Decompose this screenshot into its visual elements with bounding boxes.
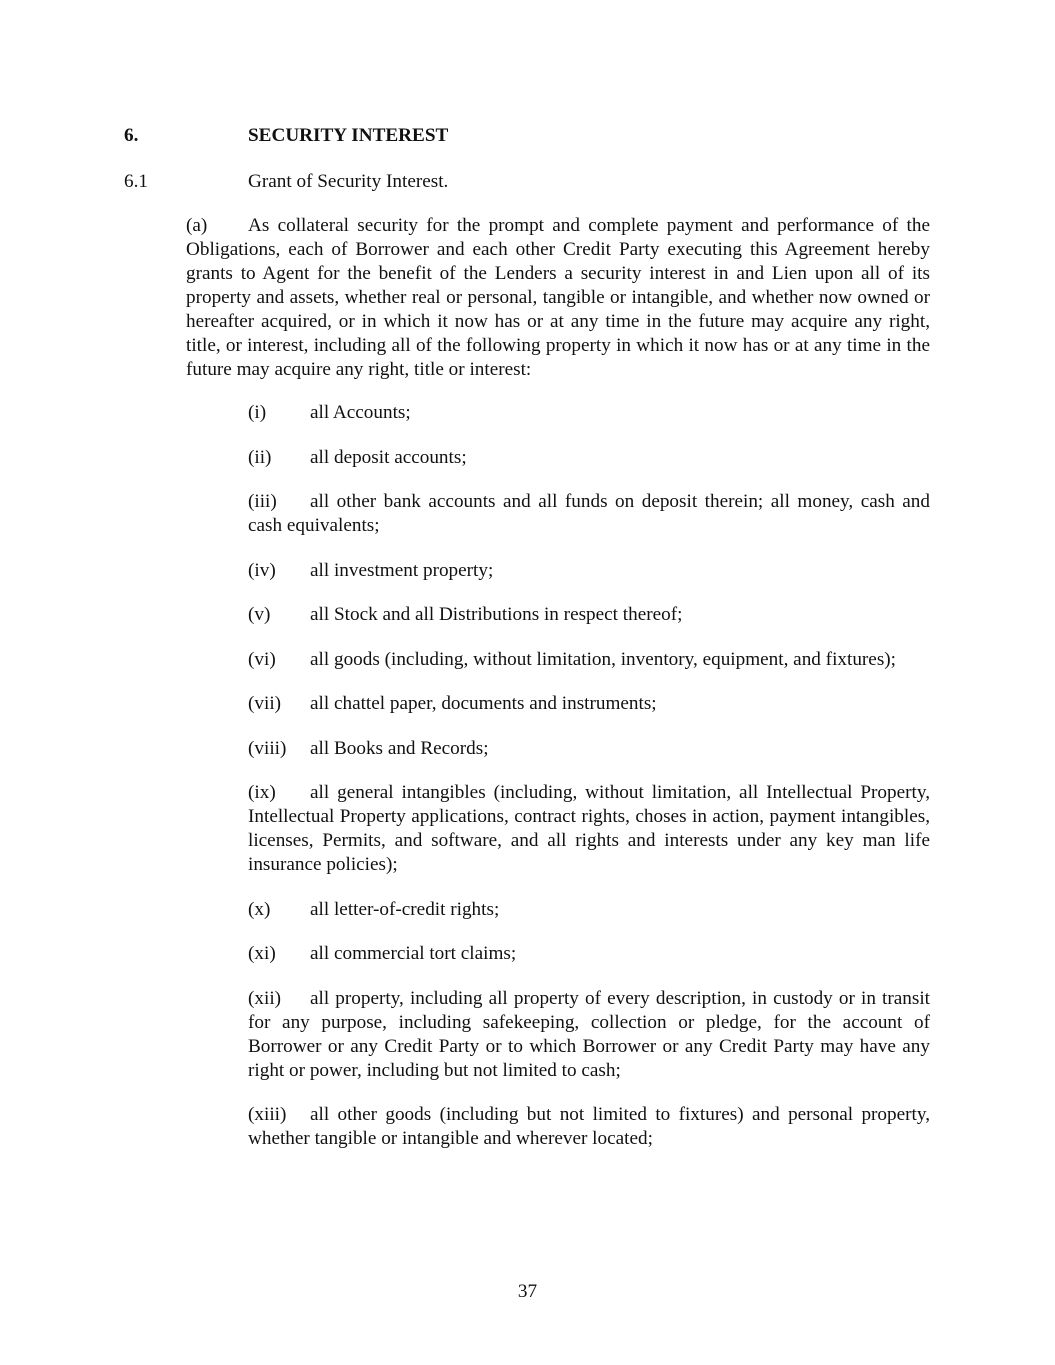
list-item (248, 648, 930, 672)
item-label: (i) (248, 402, 267, 423)
item-text: all other bank accounts and all funds on deposit therein; all money, cash and cash equivalents; (248, 491, 930, 536)
item-text: all Stock and all Distributions in respect thereof; (310, 604, 683, 625)
item-label: (vii) (248, 693, 282, 714)
item-label: (vi) (248, 648, 276, 670)
item-text: all other goods (including but not limited to fixtures) and personal property, whether tangible or intangible and wherever located; (248, 1104, 930, 1149)
list-item (248, 737, 930, 761)
section-title: SECURITY INTEREST (248, 125, 449, 146)
section-number: 6. (124, 125, 139, 146)
item-label: (iv) (248, 559, 276, 581)
item-text: all letter-of-credit rights; (310, 898, 500, 920)
item-text: all commercial tort claims; (310, 943, 517, 964)
list-item (248, 987, 930, 1083)
subsection-title: Grant of Security Interest. (248, 171, 449, 192)
item-label: (v) (248, 604, 271, 625)
list-item (248, 692, 930, 716)
item-label: (xiii) (248, 1104, 287, 1125)
subsection-number: 6.1 (124, 171, 148, 192)
list-item (248, 942, 930, 966)
paragraph-a (186, 214, 930, 382)
item-text: all deposit accounts; (310, 446, 467, 468)
list-item (248, 603, 930, 627)
item-text: all investment property; (310, 559, 494, 581)
item-label: (viii) (248, 737, 287, 759)
page-number: 37 (517, 1281, 538, 1302)
list-item (248, 446, 930, 470)
paragraph-label: (a) (186, 215, 208, 236)
item-text: all general intangibles (including, without limitation, all Intellectual Property, Intellectual Property applications, contract rights, choses in action, payment intangibles, licenses, Permits, and software, and all rights and interests under any key man life insurance policies); (248, 782, 930, 875)
item-label: (xi) (248, 943, 276, 964)
collateral-list (248, 401, 930, 1172)
item-label: (xii) (248, 987, 282, 1009)
list-item (248, 781, 930, 877)
item-text: all Accounts; (310, 402, 411, 423)
item-text: all property, including all property of every description, in custody or in transit for any purpose, including safekeeping, collection or pledge, for the account of Borrower or any Credit Party or to which Borrower or any Credit Party may have any right or power, including but not limited to cash; (248, 987, 930, 1081)
item-label: (ix) (248, 782, 276, 803)
item-label: (x) (248, 898, 271, 920)
list-item (248, 559, 930, 583)
list-item (248, 490, 930, 538)
section-heading (124, 124, 448, 148)
list-item (248, 1103, 930, 1151)
item-text: all chattel paper, documents and instruments; (310, 693, 657, 714)
item-text: all Books and Records; (310, 737, 489, 759)
list-item (248, 401, 930, 425)
subsection-heading (124, 170, 448, 194)
item-label: (ii) (248, 446, 272, 468)
item-text: all goods (including, without limitation, inventory, equipment, and fixtures); (310, 648, 897, 670)
item-label: (iii) (248, 491, 277, 512)
paragraph-text: As collateral security for the prompt and complete payment and performance of the Obligations, each of Borrower and each other Credit Party executing this Agreement hereby grants to Agent for the benefit of the Lenders a security interest in and Lien upon all of its property and assets, whether real or personal, tangible or intangible, and whether now owned or hereafter acquired, or in which it now has or at any time in the future may acquire any right, title, or interest, including all of the following property in which it now has or at any time in the future may acquire any right, title or interest: (186, 215, 930, 380)
list-item (248, 898, 930, 922)
